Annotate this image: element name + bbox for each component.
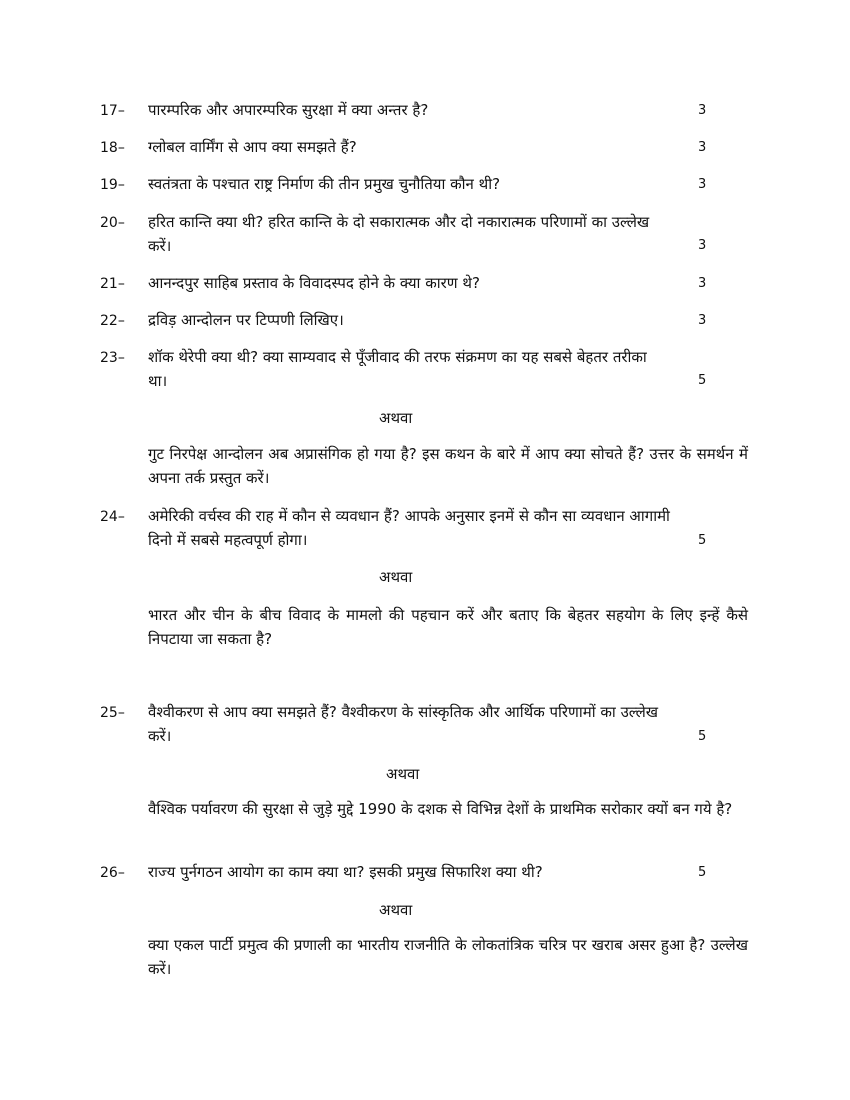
question-number: 23–: [100, 350, 125, 366]
or-label: अथवा: [379, 409, 413, 427]
or-label: अथवा: [386, 765, 420, 783]
question-marks: 3: [698, 238, 707, 253]
question-number: 24–: [100, 509, 125, 525]
question-text: द्रविड़ आन्दोलन पर टिप्पणी लिखिए।: [148, 311, 344, 329]
question-text: ग्लोबल वार्मिंग से आप क्या समझते हैं?: [148, 138, 357, 156]
alternative-question-text: गुट निरपेक्ष आन्दोलन अब अप्रासंगिक हो गया है? इस कथन के बारे में आप क्या सोचते हैं? उत्तर के समर्थन में अपना तर्क प्रस्तुत करें।: [148, 445, 748, 487]
question-marks: 3: [698, 313, 707, 328]
alternative-question-text: वैश्विक पर्यावरण की सुरक्षा से जुड़े मुद्दे 1990 के दशक से विभिन्न देशों के प्राथमिक सरोकार क्यों बन गये है?: [148, 800, 733, 818]
question-number: 18–: [100, 140, 125, 156]
question-marks: 5: [698, 729, 707, 744]
question-text-line2: करें।: [148, 727, 172, 745]
question-marks: 5: [698, 865, 707, 880]
question-text: स्वतंत्रता के पश्चात राष्ट्र निर्माण की तीन प्रमुख चुनौतिया कौन थी?: [148, 175, 501, 193]
question-text-line2: दिनो में सबसे महत्वपूर्ण होगा।: [148, 531, 308, 549]
or-label: अथवा: [379, 568, 413, 586]
question-number: 25–: [100, 705, 125, 721]
question-marks: 3: [698, 276, 707, 291]
question-marks: 3: [698, 103, 707, 118]
question-text: राज्य पुर्नगठन आयोग का काम क्या था? इसकी प्रमुख सिफारिश क्या थी?: [148, 863, 543, 881]
question-number: 17–: [100, 103, 125, 119]
question-marks: 5: [698, 373, 707, 388]
question-text: आनन्दपुर साहिब प्रस्ताव के विवादस्पद होने के क्या कारण थे?: [148, 274, 480, 292]
question-text-line1: अमेरिकी वर्चस्व की राह में कौन से व्यवधान हैं? आपके अनुसार इनमें से कौन सा व्यवधान आगामी: [148, 507, 670, 525]
question-marks: 3: [698, 177, 707, 192]
question-number: 26–: [100, 865, 125, 881]
question-text-line2: करें।: [148, 237, 172, 255]
or-label: अथवा: [379, 901, 413, 919]
question-text-line1: शॉक थेरेपी क्या थी? क्या साम्यवाद से पूँजीवाद की तरफ संक्रमण का यह सबसे बेहतर तरीका: [148, 348, 647, 366]
question-text-line1: हरित कान्ति क्या थी? हरित कान्ति के दो सकारात्मक और दो नकारात्मक परिणामों का उल्लेख: [148, 213, 650, 231]
alternative-question-text: भारत और चीन के बीच विवाद के मामलो की पहचान करें और बताए कि बेहतर सहयोग के लिए इन्हें कैसे निपटाया जा सकता है?: [148, 606, 748, 648]
question-text-line2: था।: [148, 372, 168, 390]
question-number: 19–: [100, 177, 125, 193]
question-marks: 3: [698, 140, 707, 155]
question-number: 22–: [100, 313, 125, 329]
question-number: 21–: [100, 276, 125, 292]
question-text-line1: वैश्वीकरण से आप क्या समझते हैं? वैश्वीकरण के सांस्कृतिक और आर्थिक परिणामों का उल्लेख: [148, 703, 659, 721]
question-number: 20–: [100, 215, 125, 231]
question-marks: 5: [698, 533, 707, 548]
question-text: पारम्परिक और अपारम्परिक सुरक्षा में क्या अन्तर है?: [148, 101, 429, 119]
alternative-question-text: क्या एकल पार्टी प्रमुत्व की प्रणाली का भारतीय राजनीति के लोकतांत्रिक चरित्र पर खराब असर हुआ है? उल्लेख करें।: [148, 936, 748, 978]
